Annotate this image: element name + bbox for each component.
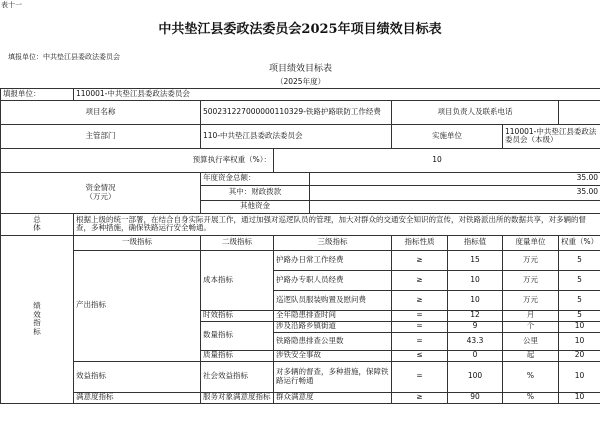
l1-satisfaction: 满意度指标 bbox=[74, 392, 201, 403]
l1-benefit: 效益指标 bbox=[74, 361, 201, 392]
header-value: 指标值 bbox=[448, 235, 503, 250]
fund-total-label: 年度资金总额： bbox=[201, 172, 310, 185]
value-cell: 43.3 bbox=[448, 332, 503, 350]
owner-value bbox=[559, 100, 600, 124]
l1-output: 产出指标 bbox=[74, 250, 201, 361]
nature-cell: = bbox=[392, 332, 448, 350]
weight-cell: 10 bbox=[559, 361, 600, 392]
l3-cell: 铁路隐患排查公里数 bbox=[274, 332, 392, 350]
l3-cell: 涉铁安全事故 bbox=[274, 350, 392, 361]
table-row bbox=[1, 392, 600, 403]
impl-label: 实施单位 bbox=[392, 124, 503, 148]
l3-cell: 群众满意度 bbox=[274, 392, 392, 403]
goal-label: 总 体 bbox=[1, 213, 74, 235]
weight-cell: 10 bbox=[559, 392, 600, 403]
value-cell: 10 bbox=[448, 290, 503, 310]
nature-cell: ≥ bbox=[392, 290, 448, 310]
value-cell: 90 bbox=[448, 392, 503, 403]
header-unit: 度量单位 bbox=[503, 235, 559, 250]
project-name-value: 500231227000000110329-铁路护路联防工作经费 bbox=[201, 100, 392, 124]
weight-cell: 20 bbox=[559, 350, 600, 361]
value-cell: 100 bbox=[448, 361, 503, 392]
nature-cell: = bbox=[392, 361, 448, 392]
l3-cell: 护路办日常工作经费 bbox=[274, 250, 392, 270]
unit-label: 填报单位： bbox=[1, 88, 74, 100]
l3-cell: 巡逻队员服装购置及慰问费 bbox=[274, 290, 392, 310]
l2-service: 服务对象满意度指标 bbox=[201, 392, 274, 403]
fund-other-value bbox=[310, 200, 600, 213]
header-l3: 三级指标 bbox=[274, 235, 392, 250]
nature-cell: = bbox=[392, 321, 448, 332]
fund-total-value: 35.00 bbox=[310, 172, 600, 185]
value-cell: 12 bbox=[448, 310, 503, 321]
weight-cell: 5 bbox=[559, 270, 600, 290]
unit-cell: % bbox=[503, 392, 559, 403]
performance-table bbox=[0, 62, 600, 404]
unit-cell: 万元 bbox=[503, 290, 559, 310]
l3-cell: 涉及沿路乡镇街道 bbox=[274, 321, 392, 332]
value-cell: 15 bbox=[448, 250, 503, 270]
table-year: （2025年度） bbox=[275, 77, 326, 86]
weight-cell: 5 bbox=[559, 250, 600, 270]
owner-label: 项目负责人及联系电话 bbox=[392, 100, 559, 124]
unit-cell: 月 bbox=[503, 310, 559, 321]
weight-cell: 10 bbox=[559, 321, 600, 332]
l2-quality: 质量指标 bbox=[201, 350, 274, 361]
table-row bbox=[1, 361, 600, 392]
l2-time: 时效指标 bbox=[201, 310, 274, 321]
dept-label: 主管部门 bbox=[1, 124, 201, 148]
nature-cell: ≥ bbox=[392, 392, 448, 403]
nature-cell: = bbox=[392, 310, 448, 321]
project-name-label: 项目名称 bbox=[1, 100, 201, 124]
fund-other-label: 其他资金 bbox=[201, 200, 310, 213]
nature-cell: ≤ bbox=[392, 350, 448, 361]
header-l2: 二级指标 bbox=[201, 235, 274, 250]
unit-cell: 起 bbox=[503, 350, 559, 361]
fund-fiscal-value: 35.00 bbox=[310, 185, 600, 200]
weight-label: 预算执行率权重（%）： bbox=[1, 148, 274, 172]
unit-cell: 万元 bbox=[503, 250, 559, 270]
unit-cell: 公里 bbox=[503, 332, 559, 350]
l3-cell: 对多辆的督查，多种措施，保障铁路运行畅通 bbox=[274, 361, 392, 392]
weight-cell: 10 bbox=[559, 332, 600, 350]
nature-cell: ≥ bbox=[392, 250, 448, 270]
header-weight: 权重（%） bbox=[559, 235, 600, 250]
unit-cell: 个 bbox=[503, 321, 559, 332]
nature-cell: ≥ bbox=[392, 270, 448, 290]
fund-label: 资金情况 （万元） bbox=[1, 172, 201, 213]
l3-cell: 护路办专职人员经费 bbox=[274, 270, 392, 290]
unit-cell: % bbox=[503, 361, 559, 392]
unit-cell: 万元 bbox=[503, 270, 559, 290]
table-title: 项目绩效目标表 bbox=[269, 64, 333, 75]
dept-value: 110-中共垫江县委政法委员会 bbox=[201, 124, 392, 148]
goal-text: 根据上级的统一部署，在结合自身实际开展工作，通过加强对巡逻队员的管理，加大对群众的交通安全知识的宣传，对铁路派出所的数据共享，对多辆的督查，多种措施，确保铁路运行安全畅通。 bbox=[74, 213, 600, 235]
l2-quantity: 数量指标 bbox=[201, 321, 274, 350]
value-cell: 0 bbox=[448, 350, 503, 361]
weight-cell: 5 bbox=[559, 310, 600, 321]
header-l1: 一级指标 bbox=[74, 235, 201, 250]
l2-cost: 成本指标 bbox=[201, 250, 274, 310]
l2-social: 社会效益指标 bbox=[201, 361, 274, 392]
sheet-number: 表十一 bbox=[1, 1, 22, 9]
l3-cell: 全年隐患排查时间 bbox=[274, 310, 392, 321]
value-cell: 9 bbox=[448, 321, 503, 332]
document-title: 中共垫江县委政法委员会2025年项目绩效目标表 bbox=[158, 22, 442, 37]
table-row bbox=[1, 250, 600, 270]
weight-cell: 5 bbox=[559, 290, 600, 310]
filler-unit: 填报单位：中共垫江县委政法委员会 bbox=[8, 53, 120, 61]
fund-fiscal-label: 其中：财政拨款 bbox=[201, 185, 310, 200]
indicator-side-label: 绩 效 指 标 bbox=[1, 235, 74, 403]
weight-value: 10 bbox=[274, 148, 600, 172]
unit-value: 110001-中共垫江县委政法委员会 bbox=[74, 88, 600, 100]
impl-value: 110001-中共垫江县委政法委员会（本级） bbox=[503, 124, 600, 148]
value-cell: 10 bbox=[448, 270, 503, 290]
header-nature: 指标性质 bbox=[392, 235, 448, 250]
